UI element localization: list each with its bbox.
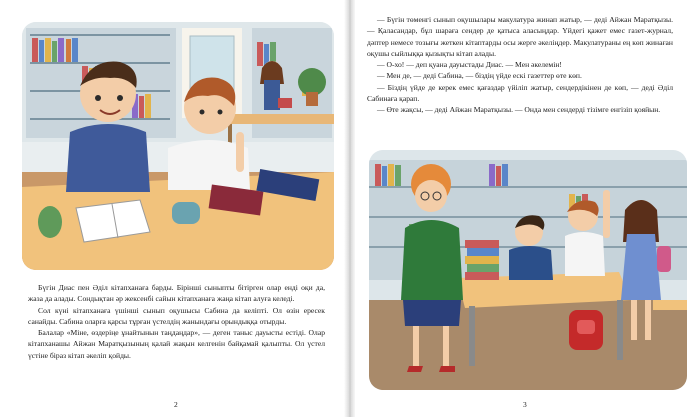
left-page — [0, 0, 345, 417]
page-number: 2 — [174, 400, 178, 409]
left-illustration — [22, 22, 334, 270]
paragraph: Балалар «Міне, өздеріңе ұнайтынын таңдаңдар», — деген таныс дауысты естіді. Олар кітапханашы Айжан Маратқызының қалай жақын келгенін байқамай қалыпты. Ол үстел үстіне біраз кітап әкеліп қойды. — [28, 328, 325, 360]
left-page-text — [28, 282, 325, 361]
paragraph: — О-хо! — деп қуана дауыстады Диас. — Мен әкелемін! — [377, 60, 562, 70]
paragraph: — Өте жақсы, — деді Айжан Маратқызы. — Онда мен сендерді тізімге енгізіп қояйын. — [377, 105, 661, 115]
page-number: 3 — [523, 400, 527, 409]
right-illustration — [369, 150, 687, 390]
paragraph: — Мен де, — деді Сабина, — біздің үйде ескі газеттер өте көп. — [377, 71, 582, 81]
right-page — [355, 0, 700, 417]
paragraph: — Бүгін төменгі сынып оқушылары макулатура жинап жатыр, — деді Айжан Маратқызы. — Қаласандар, бұл шараға сендер де қатыса аласыңдар. Үйдегі қажет емес газет-журнал, дәптер немесе тозығы жеткен кітаптарды осы жерге әкеліңдер. Макулатураны ең көп жинаған оқушы сыйлыққа қызықты кітап алады. — [367, 15, 673, 58]
right-page-text — [367, 14, 673, 116]
paragraph: — Біздің үйде де керек емес қағаздар үйіліп жатыр, сендердікінен де көп, — деді Әділ Сабинаға қарап. — [367, 82, 673, 104]
paragraph: Сол күні кітапханаға үшінші сынып оқушысы Сабина да келіпті. Ол өзін ересек санайды. Сабина оларға қарсы тұрған үстелдің жанындағы орындыққа отырды. — [28, 305, 325, 326]
paragraph: Бүгін Диас пен Әділ кітапханаға барды. Бірінші сыныпты бітірген олар енді оқи да, жаза да алады. Сондықтан әр жексенбі сайын кітапханаға жаңа кітап алуға келеді. — [28, 283, 325, 304]
